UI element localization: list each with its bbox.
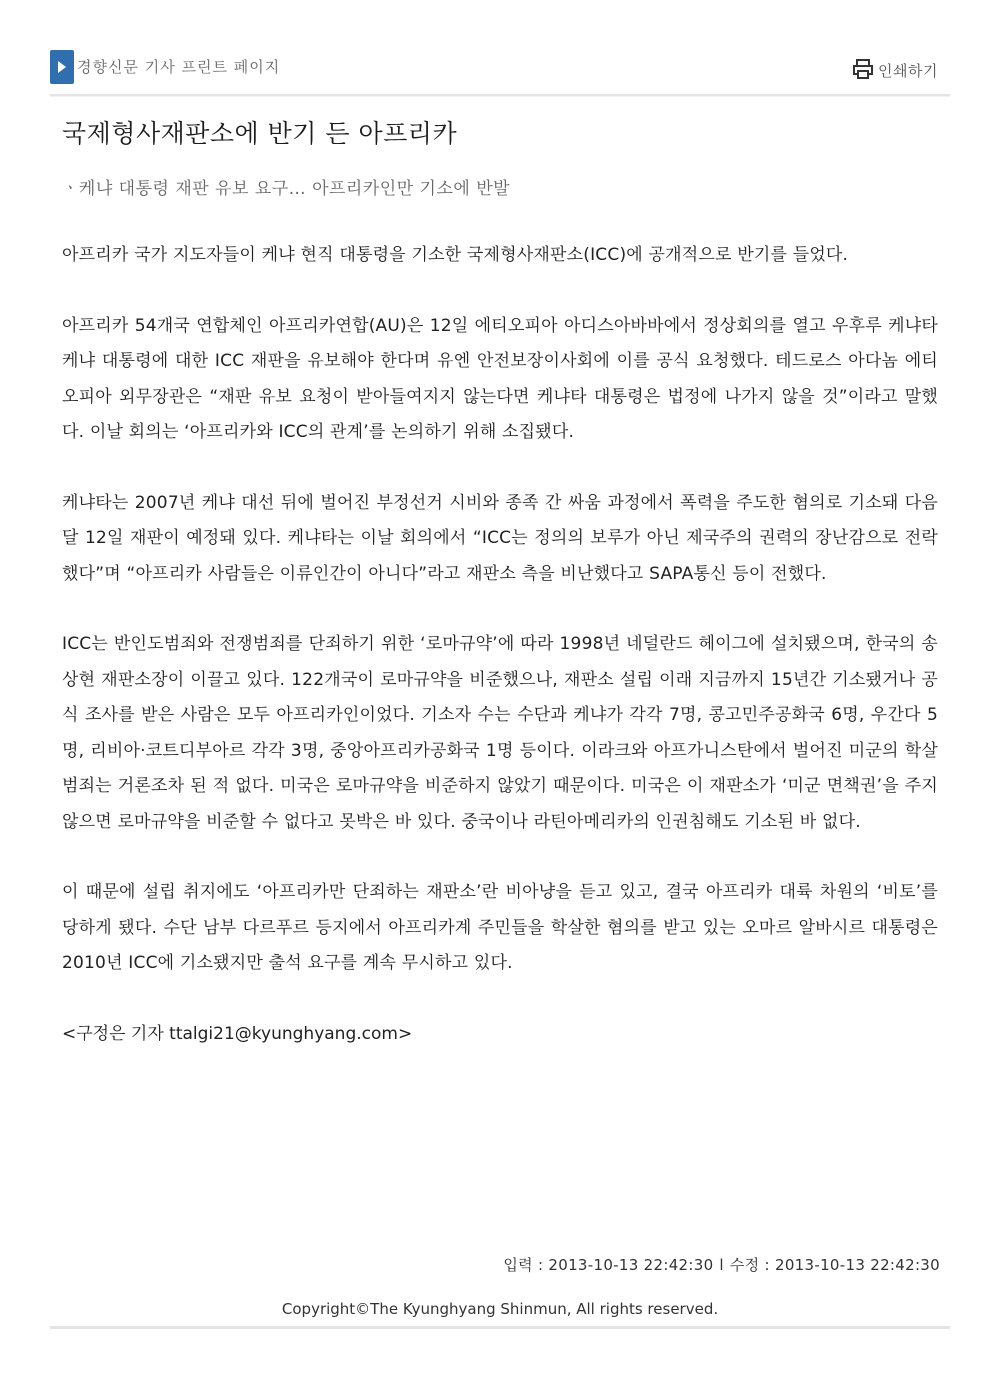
article-paragraph: 케냐타는 2007년 케냐 대선 뒤에 벌어진 부정선거 시비와 종족 간 싸움 과정에서 폭력을 주도한 혐의로 기소돼 다음달 12일 재판이 예정돼 있다. 케냐타는 이날 회의에서 “ICC는 정의의 보루가 아닌 제국주의 권력의 장난감으로 전락했다”며 “아프리카 사람들은 이류인간이 아니다”라고 재판소 측을 비난했다고 SAPA통신 등이 전했다. bbox=[62, 492, 938, 584]
header-divider bbox=[50, 94, 950, 97]
article-dates: 입력 : 2013-10-13 22:42:30 l 수정 : 2013-10-13 22:42:30 bbox=[503, 1256, 940, 1274]
article-subtitle: ㆍ케냐 대통령 재판 유보 요구… 아프리카인만 기소에 반발 bbox=[62, 179, 511, 199]
printer-icon bbox=[852, 58, 874, 80]
print-button[interactable] bbox=[852, 56, 938, 82]
modified-label: 수정 bbox=[729, 1256, 760, 1274]
article-paragraph: 아프리카 국가 지도자들이 케냐 현직 대통령을 기소한 국제형사재판소(ICC)에 공개적으로 반기를 들었다. bbox=[62, 245, 849, 265]
article-paragraph: 아프리카 54개국 연합체인 아프리카연합(AU)은 12일 에티오피아 아디스아바바에서 정상회의를 열고 우후루 케냐타 케냐 대통령에 대한 ICC 재판을 유보해야 한다며 유엔 안전보장이사회에 이를 공식 요청했다. 테드로스 아다놈 에티오피아 외무장관은 “재판 유보 요청이 받아들여지지 않는다면 케냐타 대통령은 법정에 나가지 않을 것”이라고 말했다. 이날 회의는 ‘아프리카와 ICC의 관계’를 논의하기 위해 소집됐다. bbox=[62, 315, 938, 442]
article-paragraph: 이 때문에 설립 취지에도 ‘아프리카만 단죄하는 재판소’란 비아냥을 듣고 있고, 결국 아프리카 대륙 차원의 ‘비토’를 당하게 됐다. 수단 남부 다르푸르 등지에서 아프리카계 주민들을 학살한 혐의를 받고 있는 오마르 알바시르 대통령은 2010년 ICC에 기소됐지만 출석 요구를 계속 무시하고 있다. bbox=[62, 882, 938, 973]
input-label: 입력 bbox=[503, 1256, 533, 1274]
footer-divider bbox=[50, 1326, 950, 1329]
date-separator: l bbox=[719, 1256, 724, 1274]
modified-time: 2013-10-13 22:42:30 bbox=[774, 1256, 940, 1274]
article-paragraph: ICC는 반인도범죄와 전쟁범죄를 단죄하기 위한 ‘로마규약’에 따라 1998년 네덜란드 헤이그에 설치됐으며, 한국의 송상현 재판소장이 이끌고 있다. 122개국이 로마규약을 비준했으나, 재판소 설립 이래 지금까지 15년간 기소됐거나 공식 조사를 받은 사람은 모두 아프리카인이었다. 기소자 수는 수단과 케냐가 각각 7명, 콩고민주공화국 6명, 우간다 5명, 리비아·코트디부아르 각각 3명, 중앙아프리카공화국 1명 등이다. 이라크와 아프가니스탄에서 벌어진 미군의 학살 범죄는 거론조차 된 적 없다. 미국은 로마규약을 비준하지 않았기 때문이다. 미국은 이 재판소가 ‘미군 면책권’을 주지 않으면 로마규약을 비준할 수 없다고 못박은 바 있다. 중국이나 라틴아메리카의 인권침해도 기소된 바 없다. bbox=[62, 634, 938, 832]
print-label: 인쇄하기 bbox=[878, 62, 938, 80]
byline: <구정은 기자 ttalgi21@kyunghyang.com> bbox=[62, 1023, 413, 1044]
article-body bbox=[62, 238, 938, 1052]
arrow-right-icon bbox=[50, 50, 74, 84]
print-page-header bbox=[50, 48, 950, 94]
input-time: 2013-10-13 22:42:30 bbox=[548, 1256, 714, 1274]
copyright: Copyright©The Kyunghyang Shinmun, All rights reserved. bbox=[281, 1300, 719, 1318]
article-title: 국제형사재판소에 반기 든 아프리카 bbox=[62, 119, 458, 148]
brand-title: 경향신문 기사 프린트 페이지 bbox=[77, 58, 281, 76]
